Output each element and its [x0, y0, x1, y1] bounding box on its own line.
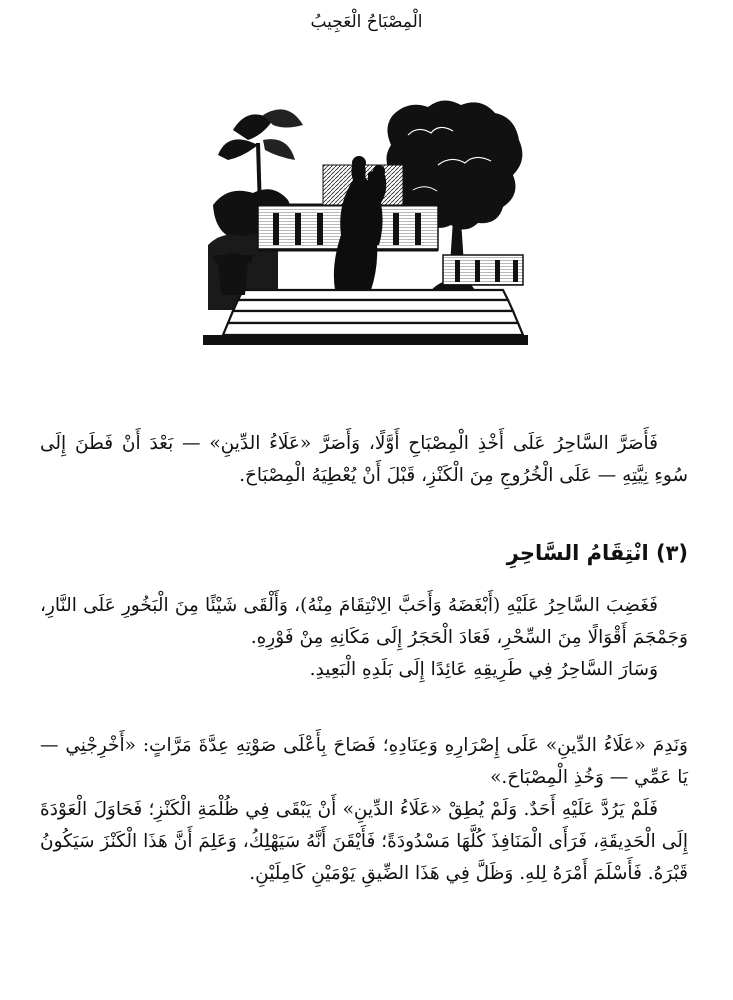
running-header: الْمِصْبَاحُ الْعَجِيبُ — [310, 12, 423, 32]
section-1-text — [40, 428, 688, 492]
paragraph-3: وَسَارَ السَّاحِرُ فِي طَرِيقِهِ عَائِدًا إِلَى بَلَدِهِ الْبَعِيدِ. — [309, 659, 658, 680]
garden-scene-illustration — [203, 95, 528, 345]
paragraph-2: فَغَضِبَ السَّاحِرُ عَلَيْهِ (أَبْغَضَهُ وَأَحَبَّ الِانْتِقَامَ مِنْهُ)، وَأَلْقَى شَيْئًا مِنَ الْبَخُورِ عَلَى النَّارِ، وَجَمْجَمَ أَقْوَالًا مِنَ السِّحْرِ، فَعَادَ الْحَجَرُ إِلَى مَكَانِهِ مِنْ فَوْرِهِ. — [40, 595, 688, 648]
section-3-text — [40, 730, 688, 890]
paragraph-4: وَنَدِمَ «عَلَاءُ الدِّينِ» عَلَى إِصْرَارِهِ وَعِنَادِهِ؛ فَصَاحَ بِأَعْلَى صَوْتِهِ عِدَّةَ مَرَّاتٍ: «أَخْرِجْنِي — يَا عَمِّي — وَخُذِ الْمِصْبَاحَ.» — [40, 735, 688, 788]
paragraph-1: فَأَصَرَّ السَّاحِرُ عَلَى أَخْذِ الْمِصْبَاحِ أَوَّلًا، وَأَصَرَّ «عَلَاءُ الدِّينِ» — بَعْدَ أَنْ فَطَنَ إِلَى سُوءِ نِيَّتِهِ — عَلَى الْخُرُوجِ مِنَ الْكَنْزِ، قَبْلَ أَنْ يُعْطِيَهُ الْمِصْبَاحَ. — [40, 433, 688, 486]
section-2-text — [40, 590, 688, 686]
garden-scene-engraving-icon — [203, 95, 528, 345]
chapter-heading: (٣) انْتِقَامُ السَّاحِرِ — [506, 541, 688, 565]
paragraph-5: فَلَمْ يَرُدَّ عَلَيْهِ أَحَدٌ. وَلَمْ يُطِقْ «عَلَاءُ الدِّينِ» أَنْ يَبْقَى فِي ظُلْمَةِ الْكَنْزِ؛ فَحَاوَلَ الْعَوْدَةَ إِلَى الْحَدِيقَةِ، فَرَأَى الْمَنَافِذَ كُلَّهَا مَسْدُودَةً؛ فَأَيْقَنَ أَنَّهُ سَيَهْلِكُ، وَعَلِمَ أَنَّ هَذَا الْكَنْزَ سَيَكُونُ قَبْرَهُ. فَأَسْلَمَ أَمْرَهُ لِلهِ. وَظَلَّ فِي هَذَا الضِّيقِ يَوْمَيْنِ كَامِلَيْنِ. — [40, 799, 688, 884]
